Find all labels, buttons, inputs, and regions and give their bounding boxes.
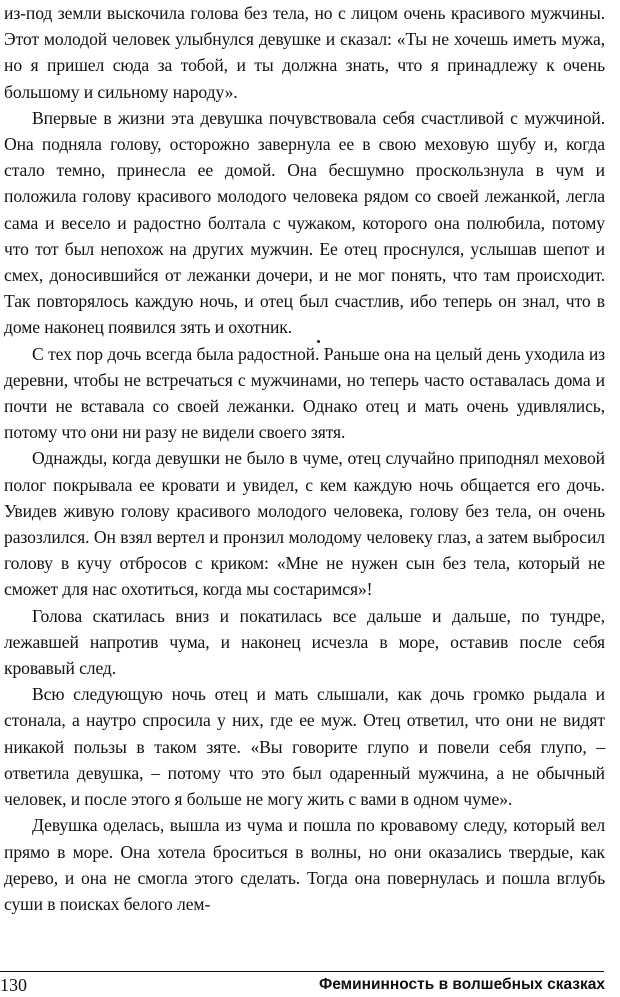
paragraph: Голова скатилась вниз и покатилась все дальше и дальше, по тундре, лежавшей напротив чума, и наконец исчезла в море, оставив после себя кровавый след. xyxy=(4,605,605,679)
paragraph-continuation: из-под земли выскочила голова без тела, но с лицом очень красивого мужчины. Этот молодой человек улыбнулся девушке и сказал: «Ты не хочешь иметь мужа, но я пришел сюда за тобой, и ты должна знать, что я принадлежу к очень большому и сильному народу». xyxy=(4,3,605,102)
page-number: 130 xyxy=(0,975,27,995)
paragraph: Впервые в жизни эта девушка почувствовала себя счастливой с мужчиной. Она подняла голову, осторожно завернула ее в свою меховую шубу и, когда стало темно, принесла ее домой. Она бесшумно проскользнула в чум и положила голову красивого молодого человека рядом со своей лежанкой, легла сама и весело и радостно болтала с чужаком, которого она полюбила, потому что тот был непохож на других мужчин. Ее отец проснулся, услышав шепот и смех, доносившийся от лежанки дочери, и не мог понять, что там происходит. Так повторялось каждую ночь, и отец был счастлив, ибо теперь он знал, что в доме наконец появился зять и охотник. xyxy=(4,107,605,338)
body-text xyxy=(4,0,605,917)
paragraph: Девушка оделась, вышла из чума и пошла по кровавому следу, который вел прямо в море. Она хотела броситься в волны, но они оказались твердые, как дерево, и она не смогла этого сделать. Тогда она повернулась и пошла вглубь суши в поисках белого лем- xyxy=(4,815,605,914)
paragraph: Всю следующую ночь отец и мать слышали, как дочь громко рыдала и стонала, а наутро спросила у них, где ее муж. Отец ответил, что они не видят никакой пользы в таком зяте. «Вы говорите глупо и повели себя глупо, – ответила девушка, – потому что это был одаренный мужчина, а не обычный человек, и после этого я больше не могу жить с вами в одном чуме». xyxy=(4,684,605,810)
paragraph: С тех пор дочь всегда была радостной. Раньше она на целый день уходила из деревни, чтобы не встречаться с мужчинами, но теперь часто оставалась дома и почти не вставала со своей лежанки. Однако отец и мать очень удивлялись, потому что они ни разу не видели своего зятя. xyxy=(4,343,605,443)
print-speck xyxy=(317,340,320,343)
footer-rule xyxy=(0,971,604,972)
paragraph: Однажды, когда девушки не было в чуме, отец случайно приподнял меховой полог покрывала ее кровати и увидел, с кем каждую ночь общается его дочь. Увидев живую голову красивого молодого человека, голову без тела, он очень разозлился. Он взял вертел и пронзил молодому человеку глаз, а затем выбросил голову в кучу отбросов с криком: «Мне не нужен сын без тела, который не сможет для нас охотиться, когда мы состаримся»! xyxy=(4,448,605,600)
running-title: Фемининность в волшебных сказках xyxy=(319,976,605,993)
